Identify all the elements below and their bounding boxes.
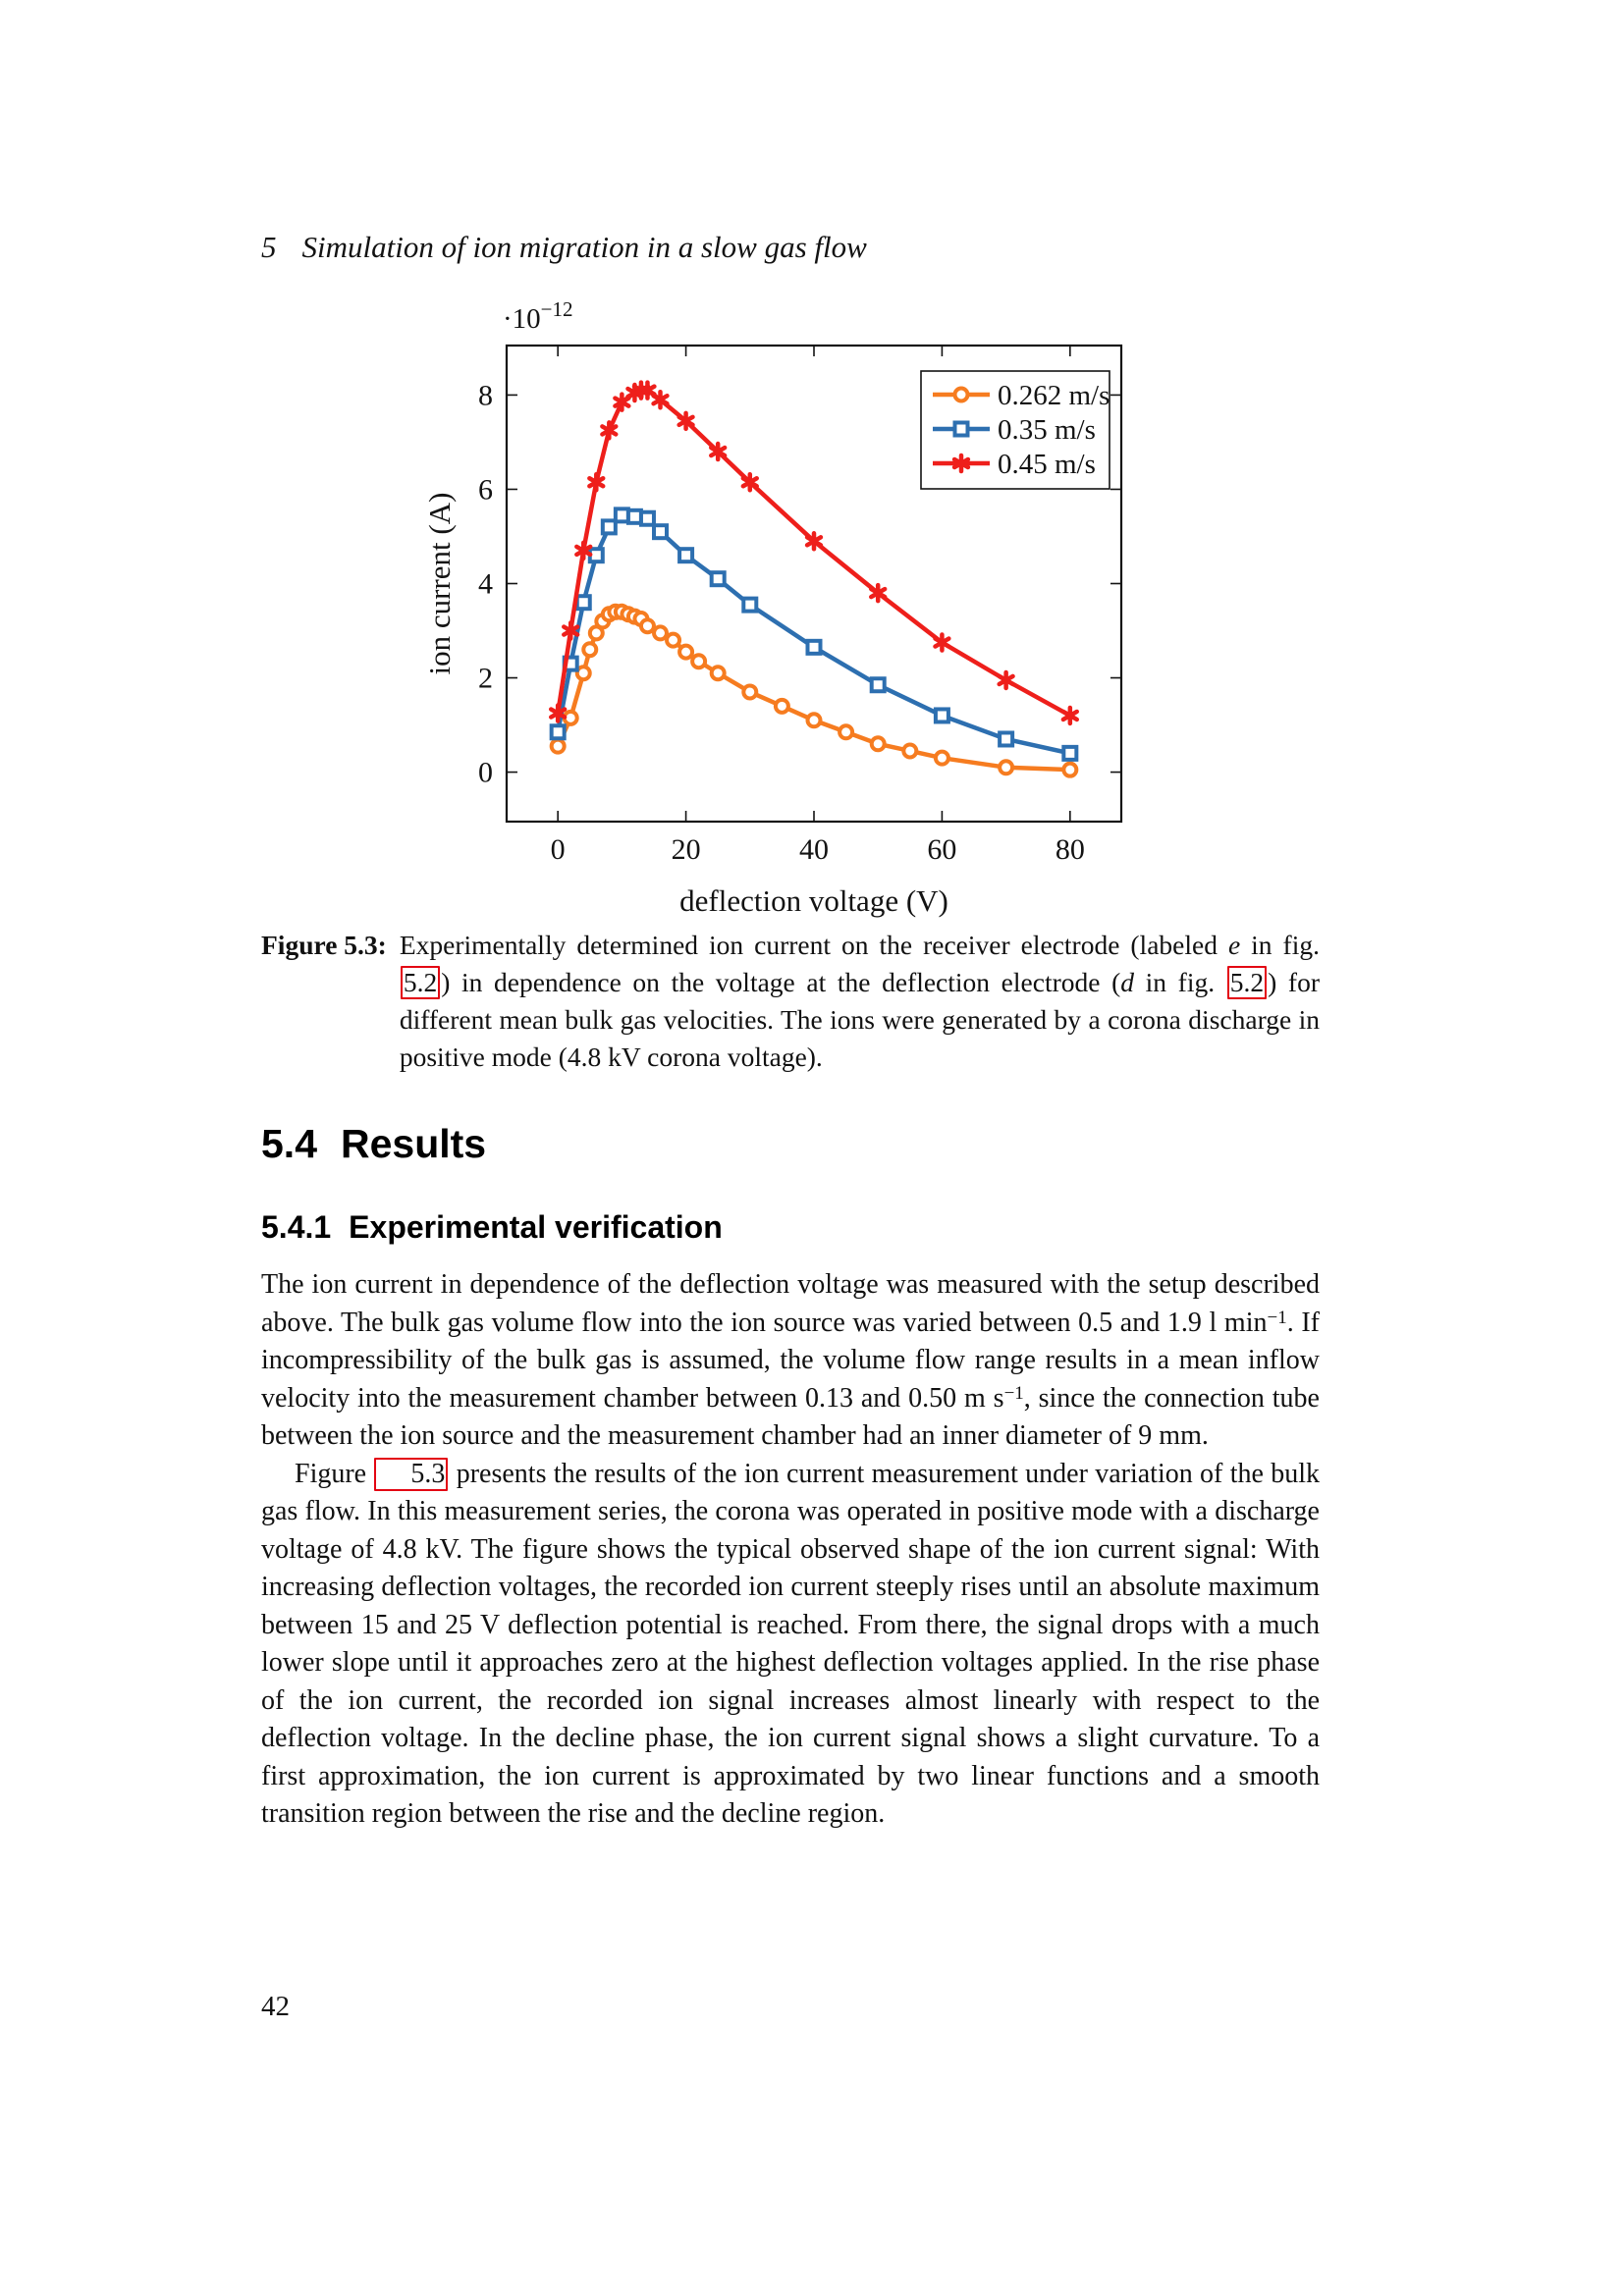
subsection-number: 5.4.1 [261,1209,332,1245]
p1-seg: The ion current in dependence of the deflection voltage was measured with the setup described above. The bulk gas volume flow into the ion source was varied between 0.5 and 1.9 l min [261,1269,1320,1338]
running-header [261,230,867,265]
y-tick-label: 6 [478,473,493,507]
section-title: Results [341,1121,487,1166]
x-tick-label: 40 [799,833,829,866]
figure-caption [261,927,1320,1076]
circle-marker [692,655,705,667]
ref-link-5-3[interactable]: 5.3 [374,1458,448,1491]
caption-seg: ) for different mean bulk gas velocities. The ions were generated by a corona discharge in positive mode (4.8 kV corona voltage). [399,967,1320,1072]
square-marker [679,549,692,561]
circle-marker [583,643,596,656]
circle-marker [776,700,788,713]
page-number: 42 [261,1991,290,2022]
square-marker [654,525,667,538]
square-marker [955,423,968,436]
x-tick-label: 80 [1055,833,1085,866]
square-marker [552,725,565,738]
subsection-title: Experimental verification [349,1209,723,1245]
star-marker [1000,672,1013,688]
x-tick-label: 60 [927,833,957,866]
square-marker [936,709,948,721]
legend-label: 0.45 m/s [998,449,1096,480]
circle-marker [552,740,565,753]
figure-5-3 [373,275,1149,952]
p1-seg: , since the connection tube between the ion source and the measurement chamber had an inner diameter of 9 mm. [261,1382,1320,1451]
superscript: −1 [1003,1382,1024,1404]
circle-marker [839,725,852,738]
ion-current-chart [373,275,1149,952]
square-marker [1063,747,1076,760]
square-marker [712,572,725,585]
paragraph-1 [261,1266,1320,1456]
y-axis-label: ion current (A) [422,492,457,675]
circle-marker [872,737,885,750]
p2-seg: presents the results of the ion current measurement under variation of the bulk gas flow. In this measurement series, the corona was operated in positive mode with a discharge voltage of 4.8 kV. The figure shows the typical observed shape of the ion current signal: With increasing deflection voltages, the recorded ion current steeply rises until an absolute maximum between 15 and 25 V deflection potential is reached. From there, the signal drops with a much lower slope until it approaches zero at the highest deflection voltages applied. In the rise phase of the ion current, the recorded ion signal increases almost linearly with respect to the deflection voltage. In the decline phase, the ion current signal shows a slight curvature. To a first approximation, the ion current is approximated by two linear functions and a smooth transition region between the rise and the decline region. [261,1458,1320,1829]
square-marker [808,641,821,654]
square-marker [872,678,885,691]
y-tick-label: 4 [478,567,493,601]
figure-caption-text [400,927,1320,1076]
square-marker [743,599,756,612]
star-marker [589,474,603,490]
ref-link-5-2[interactable]: 5.2 [401,966,440,999]
legend-label: 0.35 m/s [998,414,1096,446]
star-marker [1063,708,1077,723]
caption-em-e: e [1227,930,1241,960]
x-tick-label: 20 [671,833,701,866]
circle-marker [955,389,968,401]
caption-seg: Experimentally determined ion current on the receiver electrode (labeled [399,930,1228,960]
circle-marker [1063,764,1076,776]
subsection-heading-5-4-1 [261,1209,723,1246]
caption-seg: in fig. [1240,930,1320,960]
section-number: 5.4 [261,1121,317,1166]
y-tick-label: 8 [478,379,493,412]
circle-marker [936,752,948,765]
section-heading-5-4 [261,1121,486,1167]
circle-marker [654,626,667,639]
circle-marker [743,685,756,698]
caption-seg: in fig. [1134,967,1226,997]
circle-marker [667,634,679,647]
square-marker [577,596,590,609]
series-0.262-m-s [552,606,1077,776]
paragraph-2 [261,1456,1320,1834]
p1-seg: . If incompressibility of the bulk gas is assumed, the volume flow range results in a mean inflow velocity into the measurement chamber between 0.13 and 0.50 m s [261,1307,1320,1414]
circle-marker [808,714,821,726]
y-tick-label: 2 [478,662,493,695]
legend [921,371,1110,489]
caption-em-d: d [1120,967,1134,997]
circle-marker [679,646,692,659]
y-tick-label: 0 [478,756,493,789]
ref-link-5-2b[interactable]: 5.2 [1227,966,1267,999]
series-line [558,612,1070,770]
square-marker [641,512,654,525]
legend-label: 0.262 m/s [998,380,1110,411]
figure-caption-label: Figure 5.3: [261,930,387,960]
chapter-number: 5 [261,230,277,264]
square-marker [1000,732,1012,745]
circle-marker [903,744,916,757]
x-axis-label: deflection voltage (V) [679,883,948,918]
body-text [261,1266,1320,1834]
circle-marker [641,619,654,632]
chapter-title: Simulation of ion migration in a slow gas flow [301,230,867,264]
y-axis-exponent: $\cdot 10^{-12}$ [503,297,573,335]
caption-seg: ) in dependence on the voltage at the deflection electrode ( [441,967,1121,997]
circle-marker [712,667,725,679]
superscript: −1 [1267,1307,1287,1328]
p2-seg: Figure [295,1458,374,1489]
circle-marker [1000,761,1012,774]
x-tick-label: 0 [550,833,566,866]
